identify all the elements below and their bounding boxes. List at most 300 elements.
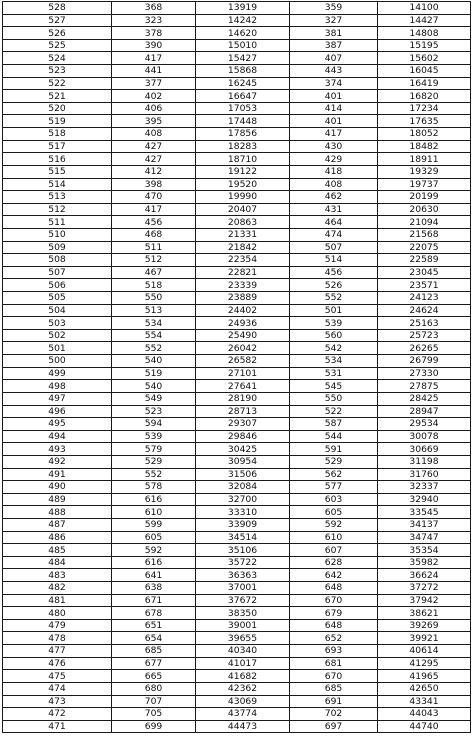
table-cell: 528 <box>3 2 112 15</box>
table-cell: 29846 <box>196 430 290 443</box>
table-cell: 19520 <box>196 178 290 191</box>
table-row <box>3 493 471 506</box>
table-cell: 534 <box>290 355 378 368</box>
table-cell: 16419 <box>378 77 471 90</box>
table-cell: 456 <box>112 216 196 229</box>
table-row <box>3 443 471 456</box>
table-cell: 490 <box>3 481 112 494</box>
table-row <box>3 27 471 40</box>
table-row <box>3 292 471 305</box>
table-cell: 28713 <box>196 405 290 418</box>
table-cell: 498 <box>3 380 112 393</box>
table-cell: 414 <box>290 102 378 115</box>
table-cell: 495 <box>3 418 112 431</box>
table-cell: 697 <box>290 720 378 733</box>
table-cell: 496 <box>3 405 112 418</box>
table-cell: 16245 <box>196 77 290 90</box>
table-cell: 42362 <box>196 682 290 695</box>
table-cell: 42650 <box>378 682 471 695</box>
table-cell: 478 <box>3 632 112 645</box>
table-cell: 23339 <box>196 279 290 292</box>
table-cell: 44740 <box>378 720 471 733</box>
table-cell: 514 <box>3 178 112 191</box>
table-cell: 628 <box>290 556 378 569</box>
table-cell: 526 <box>290 279 378 292</box>
table-cell: 513 <box>3 191 112 204</box>
table-cell: 552 <box>290 292 378 305</box>
table-cell: 511 <box>3 216 112 229</box>
table-cell: 26265 <box>378 342 471 355</box>
table-row <box>3 430 471 443</box>
table-cell: 37942 <box>378 594 471 607</box>
table-cell: 591 <box>290 443 378 456</box>
table-row <box>3 708 471 721</box>
table-cell: 39269 <box>378 619 471 632</box>
table-cell: 670 <box>290 594 378 607</box>
table-cell: 489 <box>3 493 112 506</box>
table-row <box>3 329 471 342</box>
table-cell: 518 <box>3 128 112 141</box>
table-row <box>3 455 471 468</box>
table-row <box>3 2 471 15</box>
table-cell: 641 <box>112 569 196 582</box>
table-row <box>3 594 471 607</box>
table-cell: 13919 <box>196 2 290 15</box>
table-row <box>3 582 471 595</box>
table-cell: 493 <box>3 443 112 456</box>
table-cell: 44043 <box>378 708 471 721</box>
table-cell: 37672 <box>196 594 290 607</box>
table-cell: 577 <box>290 481 378 494</box>
table-cell: 21842 <box>196 241 290 254</box>
table-cell: 578 <box>112 481 196 494</box>
table-cell: 508 <box>3 254 112 267</box>
table-row <box>3 481 471 494</box>
table-cell: 642 <box>290 569 378 582</box>
table-cell: 474 <box>3 682 112 695</box>
table-cell: 15427 <box>196 52 290 65</box>
table-cell: 471 <box>3 720 112 733</box>
table-cell: 17448 <box>196 115 290 128</box>
table-cell: 648 <box>290 619 378 632</box>
table-cell: 32337 <box>378 481 471 494</box>
table-cell: 467 <box>112 266 196 279</box>
table-cell: 693 <box>290 645 378 658</box>
table-cell: 41965 <box>378 670 471 683</box>
table-cell: 549 <box>112 392 196 405</box>
table-cell: 475 <box>3 670 112 683</box>
table-row <box>3 90 471 103</box>
table-cell: 605 <box>290 506 378 519</box>
table-cell: 17234 <box>378 102 471 115</box>
table-cell: 427 <box>112 153 196 166</box>
table-cell: 35722 <box>196 556 290 569</box>
table-cell: 41682 <box>196 670 290 683</box>
table-cell: 20863 <box>196 216 290 229</box>
table-cell: 651 <box>112 619 196 632</box>
table-cell: 482 <box>3 582 112 595</box>
table-cell: 522 <box>290 405 378 418</box>
table-row <box>3 115 471 128</box>
table-cell: 523 <box>3 65 112 78</box>
table-cell: 529 <box>112 455 196 468</box>
table-cell: 427 <box>112 140 196 153</box>
table-cell: 491 <box>3 468 112 481</box>
table-cell: 470 <box>112 191 196 204</box>
table-cell: 510 <box>3 228 112 241</box>
table-cell: 485 <box>3 544 112 557</box>
table-cell: 504 <box>3 304 112 317</box>
table-cell: 594 <box>112 418 196 431</box>
table-cell: 592 <box>290 518 378 531</box>
table-row <box>3 153 471 166</box>
table-row <box>3 52 471 65</box>
table-cell: 401 <box>290 115 378 128</box>
table-cell: 540 <box>112 355 196 368</box>
table-cell: 560 <box>290 329 378 342</box>
table-cell: 519 <box>112 367 196 380</box>
table-row <box>3 355 471 368</box>
table-row <box>3 102 471 115</box>
table-cell: 39921 <box>378 632 471 645</box>
table-row <box>3 645 471 658</box>
table-row <box>3 531 471 544</box>
table-cell: 27101 <box>196 367 290 380</box>
table-cell: 33545 <box>378 506 471 519</box>
table-row <box>3 544 471 557</box>
table-cell: 36624 <box>378 569 471 582</box>
table-cell: 610 <box>290 531 378 544</box>
table-cell: 702 <box>290 708 378 721</box>
table-cell: 677 <box>112 657 196 670</box>
table-cell: 25723 <box>378 329 471 342</box>
table-cell: 494 <box>3 430 112 443</box>
table-cell: 542 <box>290 342 378 355</box>
table-row <box>3 392 471 405</box>
table-cell: 398 <box>112 178 196 191</box>
table-cell: 517 <box>3 140 112 153</box>
table-cell: 14620 <box>196 27 290 40</box>
table-row <box>3 254 471 267</box>
table-row <box>3 720 471 733</box>
table-row <box>3 65 471 78</box>
table-cell: 550 <box>112 292 196 305</box>
table-row <box>3 657 471 670</box>
table-cell: 507 <box>3 266 112 279</box>
table-cell: 21568 <box>378 228 471 241</box>
table-cell: 441 <box>112 65 196 78</box>
table-cell: 526 <box>3 27 112 40</box>
table-row <box>3 632 471 645</box>
table-cell: 18710 <box>196 153 290 166</box>
table-cell: 19329 <box>378 165 471 178</box>
table-cell: 35106 <box>196 544 290 557</box>
table-cell: 681 <box>290 657 378 670</box>
table-cell: 500 <box>3 355 112 368</box>
table-cell: 41295 <box>378 657 471 670</box>
table-cell: 678 <box>112 607 196 620</box>
table-cell: 23889 <box>196 292 290 305</box>
table-cell: 518 <box>112 279 196 292</box>
table-cell: 24936 <box>196 317 290 330</box>
table-cell: 34514 <box>196 531 290 544</box>
table-cell: 16820 <box>378 90 471 103</box>
table-row <box>3 607 471 620</box>
table-cell: 516 <box>3 153 112 166</box>
table-cell: 462 <box>290 191 378 204</box>
table-cell: 30078 <box>378 430 471 443</box>
table-cell: 18283 <box>196 140 290 153</box>
table-row <box>3 304 471 317</box>
table-cell: 501 <box>290 304 378 317</box>
table-cell: 477 <box>3 645 112 658</box>
table-cell: 480 <box>3 607 112 620</box>
table-cell: 503 <box>3 317 112 330</box>
table-cell: 31506 <box>196 468 290 481</box>
table-cell: 28190 <box>196 392 290 405</box>
table-cell: 408 <box>112 128 196 141</box>
table-cell: 32700 <box>196 493 290 506</box>
table-cell: 479 <box>3 619 112 632</box>
table-cell: 26582 <box>196 355 290 368</box>
table-row <box>3 342 471 355</box>
table-cell: 474 <box>290 228 378 241</box>
table-cell: 408 <box>290 178 378 191</box>
table-cell: 33909 <box>196 518 290 531</box>
table-cell: 15868 <box>196 65 290 78</box>
table-cell: 699 <box>112 720 196 733</box>
table-cell: 524 <box>3 52 112 65</box>
table-cell: 616 <box>112 493 196 506</box>
table-cell: 31760 <box>378 468 471 481</box>
table-cell: 648 <box>290 582 378 595</box>
table-cell: 387 <box>290 39 378 52</box>
table-cell: 417 <box>112 52 196 65</box>
table-cell: 43774 <box>196 708 290 721</box>
table-cell: 35354 <box>378 544 471 557</box>
table-row <box>3 203 471 216</box>
table-cell: 670 <box>290 670 378 683</box>
table-cell: 417 <box>290 128 378 141</box>
table-cell: 497 <box>3 392 112 405</box>
table-cell: 23571 <box>378 279 471 292</box>
table-cell: 514 <box>290 254 378 267</box>
table-cell: 407 <box>290 52 378 65</box>
table-cell: 28947 <box>378 405 471 418</box>
table-cell: 476 <box>3 657 112 670</box>
table-row <box>3 695 471 708</box>
table-cell: 492 <box>3 455 112 468</box>
table-cell: 377 <box>112 77 196 90</box>
table-cell: 18482 <box>378 140 471 153</box>
table-row <box>3 405 471 418</box>
table-cell: 529 <box>290 455 378 468</box>
table-cell: 531 <box>290 367 378 380</box>
table-cell: 14808 <box>378 27 471 40</box>
table-cell: 22589 <box>378 254 471 267</box>
table-cell: 39655 <box>196 632 290 645</box>
table-cell: 41017 <box>196 657 290 670</box>
table-cell: 607 <box>290 544 378 557</box>
table-cell: 32940 <box>378 493 471 506</box>
table-cell: 24402 <box>196 304 290 317</box>
table-cell: 28425 <box>378 392 471 405</box>
table-cell: 29307 <box>196 418 290 431</box>
table-cell: 554 <box>112 329 196 342</box>
table-row <box>3 241 471 254</box>
table-cell: 34747 <box>378 531 471 544</box>
table-cell: 406 <box>112 102 196 115</box>
table-cell: 499 <box>3 367 112 380</box>
table-cell: 37272 <box>378 582 471 595</box>
table-cell: 14242 <box>196 14 290 27</box>
table-cell: 544 <box>290 430 378 443</box>
table-cell: 23045 <box>378 266 471 279</box>
table-cell: 599 <box>112 518 196 531</box>
table-cell: 327 <box>290 14 378 27</box>
table-cell: 359 <box>290 2 378 15</box>
table-cell: 579 <box>112 443 196 456</box>
table-cell: 443 <box>290 65 378 78</box>
table-cell: 381 <box>290 27 378 40</box>
table-cell: 44473 <box>196 720 290 733</box>
table-cell: 472 <box>3 708 112 721</box>
table-row <box>3 506 471 519</box>
table-cell: 402 <box>112 90 196 103</box>
table-cell: 552 <box>112 342 196 355</box>
table-row <box>3 165 471 178</box>
table-row <box>3 468 471 481</box>
table-cell: 652 <box>290 632 378 645</box>
table-row <box>3 569 471 582</box>
table-cell: 521 <box>3 90 112 103</box>
table-cell: 15602 <box>378 52 471 65</box>
table-cell: 17635 <box>378 115 471 128</box>
table-cell: 511 <box>112 241 196 254</box>
table-cell: 30425 <box>196 443 290 456</box>
table-cell: 368 <box>112 2 196 15</box>
table-cell: 501 <box>3 342 112 355</box>
table-row <box>3 317 471 330</box>
table-cell: 17053 <box>196 102 290 115</box>
table-cell: 481 <box>3 594 112 607</box>
table-row <box>3 518 471 531</box>
table-cell: 20630 <box>378 203 471 216</box>
table-cell: 486 <box>3 531 112 544</box>
table-row <box>3 556 471 569</box>
table-cell: 654 <box>112 632 196 645</box>
table-cell: 43341 <box>378 695 471 708</box>
table-cell: 412 <box>112 165 196 178</box>
table-row <box>3 367 471 380</box>
table-cell: 25163 <box>378 317 471 330</box>
table-cell: 545 <box>290 380 378 393</box>
table-cell: 513 <box>112 304 196 317</box>
table-cell: 26799 <box>378 355 471 368</box>
table-cell: 32084 <box>196 481 290 494</box>
table-row <box>3 14 471 27</box>
table-cell: 27875 <box>378 380 471 393</box>
table-cell: 19737 <box>378 178 471 191</box>
score-table <box>2 1 471 733</box>
table-cell: 587 <box>290 418 378 431</box>
table-cell: 665 <box>112 670 196 683</box>
table-cell: 507 <box>290 241 378 254</box>
table-cell: 616 <box>112 556 196 569</box>
table-cell: 323 <box>112 14 196 27</box>
table-cell: 638 <box>112 582 196 595</box>
table-cell: 680 <box>112 682 196 695</box>
table-cell: 534 <box>112 317 196 330</box>
table-cell: 456 <box>290 266 378 279</box>
table-cell: 483 <box>3 569 112 582</box>
table-cell: 14100 <box>378 2 471 15</box>
table-cell: 27641 <box>196 380 290 393</box>
table-cell: 18052 <box>378 128 471 141</box>
table-cell: 25490 <box>196 329 290 342</box>
table-cell: 30954 <box>196 455 290 468</box>
table-cell: 512 <box>3 203 112 216</box>
table-cell: 37001 <box>196 582 290 595</box>
score-table-body <box>3 2 471 733</box>
table-cell: 464 <box>290 216 378 229</box>
table-row <box>3 228 471 241</box>
table-cell: 20407 <box>196 203 290 216</box>
table-row <box>3 619 471 632</box>
table-cell: 22821 <box>196 266 290 279</box>
table-cell: 484 <box>3 556 112 569</box>
table-cell: 431 <box>290 203 378 216</box>
table-row <box>3 418 471 431</box>
table-cell: 16045 <box>378 65 471 78</box>
table-cell: 509 <box>3 241 112 254</box>
table-row <box>3 266 471 279</box>
table-cell: 378 <box>112 27 196 40</box>
table-cell: 19990 <box>196 191 290 204</box>
table-row <box>3 178 471 191</box>
table-cell: 562 <box>290 468 378 481</box>
table-cell: 540 <box>112 380 196 393</box>
table-cell: 38621 <box>378 607 471 620</box>
table-row <box>3 670 471 683</box>
table-cell: 22075 <box>378 241 471 254</box>
table-cell: 552 <box>112 468 196 481</box>
table-cell: 502 <box>3 329 112 342</box>
table-cell: 374 <box>290 77 378 90</box>
table-cell: 707 <box>112 695 196 708</box>
table-cell: 488 <box>3 506 112 519</box>
table-cell: 592 <box>112 544 196 557</box>
table-cell: 38350 <box>196 607 290 620</box>
table-cell: 43069 <box>196 695 290 708</box>
table-cell: 27330 <box>378 367 471 380</box>
table-cell: 430 <box>290 140 378 153</box>
table-cell: 31198 <box>378 455 471 468</box>
table-cell: 40614 <box>378 645 471 658</box>
table-cell: 523 <box>112 405 196 418</box>
table-cell: 29534 <box>378 418 471 431</box>
table-row <box>3 39 471 52</box>
table-cell: 429 <box>290 153 378 166</box>
table-cell: 671 <box>112 594 196 607</box>
table-cell: 691 <box>290 695 378 708</box>
table-cell: 395 <box>112 115 196 128</box>
table-cell: 527 <box>3 14 112 27</box>
table-row <box>3 682 471 695</box>
table-cell: 20199 <box>378 191 471 204</box>
table-cell: 519 <box>3 115 112 128</box>
table-cell: 36363 <box>196 569 290 582</box>
